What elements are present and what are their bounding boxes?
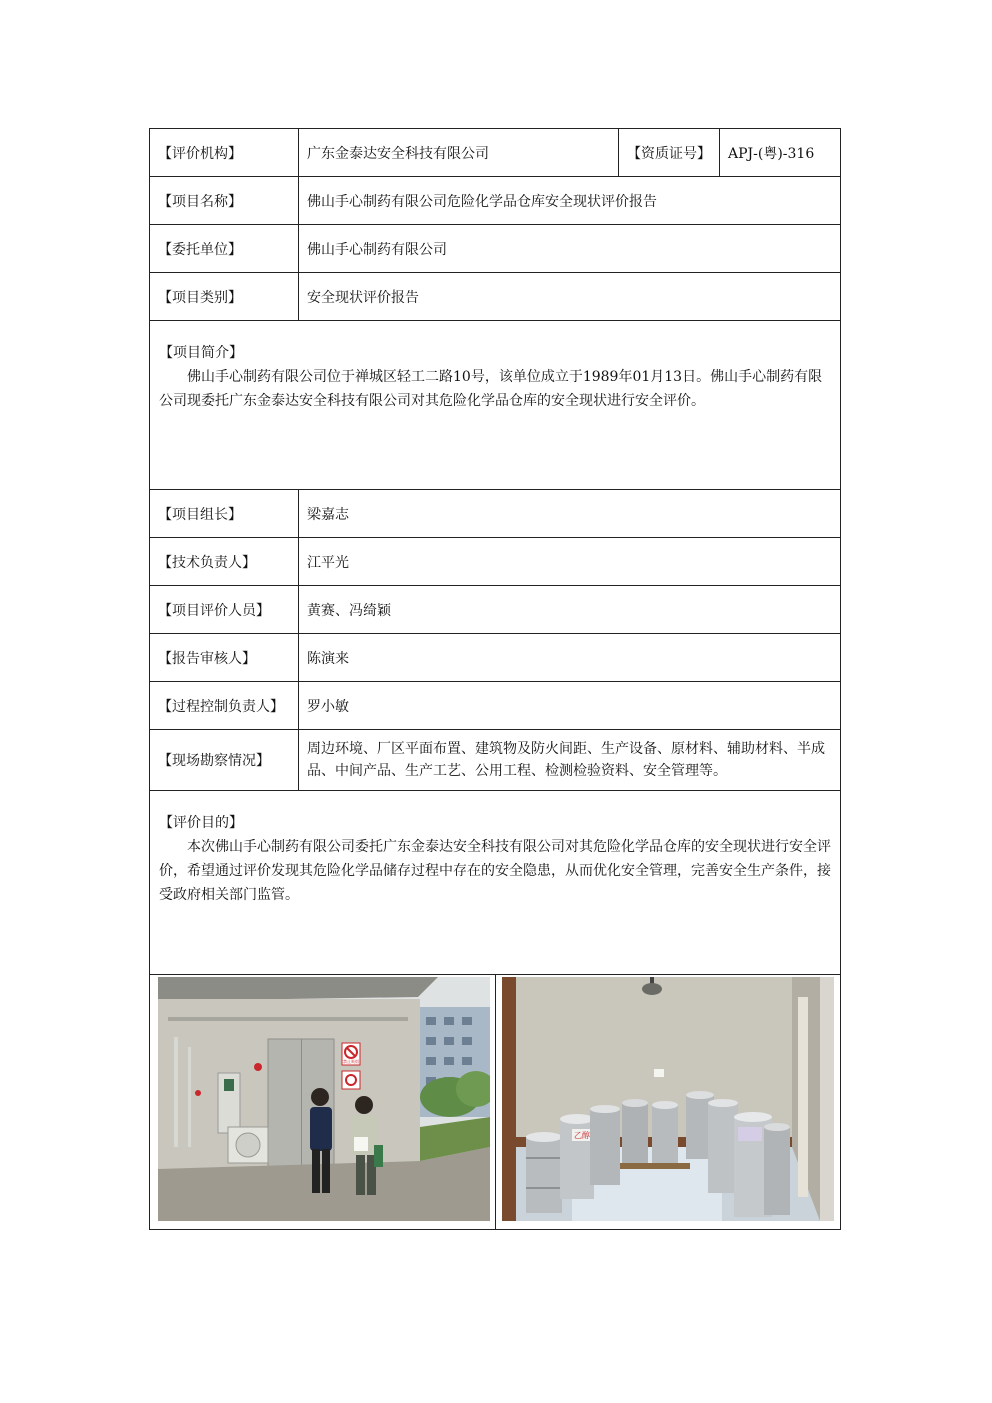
label-process-control-lead: 【过程控制负责人】 <box>150 682 299 729</box>
row-project-intro <box>150 321 840 490</box>
evaluation-info-table <box>149 128 841 1230</box>
row-technical-lead <box>150 538 840 586</box>
value-client: 佛山手心制药有限公司 <box>307 241 447 258</box>
value-project-leader: 梁嘉志 <box>307 506 349 523</box>
row-project-category <box>150 273 840 321</box>
label-client: 【委托单位】 <box>150 225 299 272</box>
label-qualification-number: 【资质证号】 <box>619 129 720 176</box>
label-evaluation-agency: 【评价机构】 <box>150 129 299 176</box>
photo-interior-image <box>502 977 834 1221</box>
value-project-name: 佛山手心制药有限公司危险化学品仓库安全现状评价报告 <box>307 193 657 210</box>
value-site-survey: 周边环境、厂区平面布置、建筑物及防火间距、生产设备、原材料、辅助材料、半成品、中间产品、生产工艺、公用工程、检测检验资料、安全管理等。 <box>307 741 825 779</box>
row-project-name <box>150 177 840 225</box>
row-process-control-lead <box>150 682 840 730</box>
value-report-reviewer: 陈演来 <box>307 650 349 667</box>
evaluation-purpose-heading: 【评价目的】 <box>159 815 243 831</box>
evaluation-purpose-text: 本次佛山手心制药有限公司委托广东金泰达安全科技有限公司对其危险化学品仓库的安全现状进行安全评价，希望通过评价发现其危险化学品储存过程中存在的安全隐患，从而优化安全管理，完善安全生产条件，接受政府相关部门监管。 <box>159 839 831 903</box>
project-intro-block <box>150 321 840 489</box>
value-evaluation-agency: 广东金泰达安全科技有限公司 <box>299 129 619 176</box>
value-technical-lead: 江平光 <box>307 554 349 571</box>
row-project-leader <box>150 490 840 538</box>
row-evaluators <box>150 586 840 634</box>
row-client <box>150 225 840 273</box>
label-report-reviewer: 【报告审核人】 <box>150 634 299 681</box>
row-evaluation-purpose <box>150 791 840 975</box>
project-intro-text: 佛山手心制药有限公司位于禅城区轻工二路10号，该单位成立于1989年01月13日。佛山手心制药有限公司现委托广东金泰达安全科技有限公司对其危险化学品仓库的安全现状进行安全评价。 <box>159 369 823 409</box>
no-smoking-sign-text: 禁止吸烟 <box>343 1059 359 1064</box>
label-project-category: 【项目类别】 <box>150 273 299 320</box>
label-project-leader: 【项目组长】 <box>150 490 299 537</box>
project-intro-heading: 【项目简介】 <box>159 345 243 361</box>
value-project-category: 安全现状评价报告 <box>307 289 419 306</box>
label-project-name: 【项目名称】 <box>150 177 299 224</box>
photo-exterior-image <box>158 977 490 1221</box>
value-evaluators: 黄赛、冯绮颖 <box>307 602 391 619</box>
row-site-photos <box>150 975 840 1229</box>
value-qualification-number: APJ-(粤)-316 <box>728 145 815 162</box>
row-report-reviewer <box>150 634 840 682</box>
site-photo-warehouse-interior <box>496 975 840 1229</box>
drum-label-text: 乙醇 <box>574 1131 590 1140</box>
site-photo-warehouse-exterior <box>150 975 496 1229</box>
row-site-survey <box>150 730 840 791</box>
evaluation-purpose-block <box>150 791 840 974</box>
label-technical-lead: 【技术负责人】 <box>150 538 299 585</box>
label-site-survey: 【现场勘察情况】 <box>150 730 299 790</box>
row-evaluation-agency <box>150 129 840 177</box>
value-process-control-lead: 罗小敏 <box>307 698 349 715</box>
label-evaluators: 【项目评价人员】 <box>150 586 299 633</box>
